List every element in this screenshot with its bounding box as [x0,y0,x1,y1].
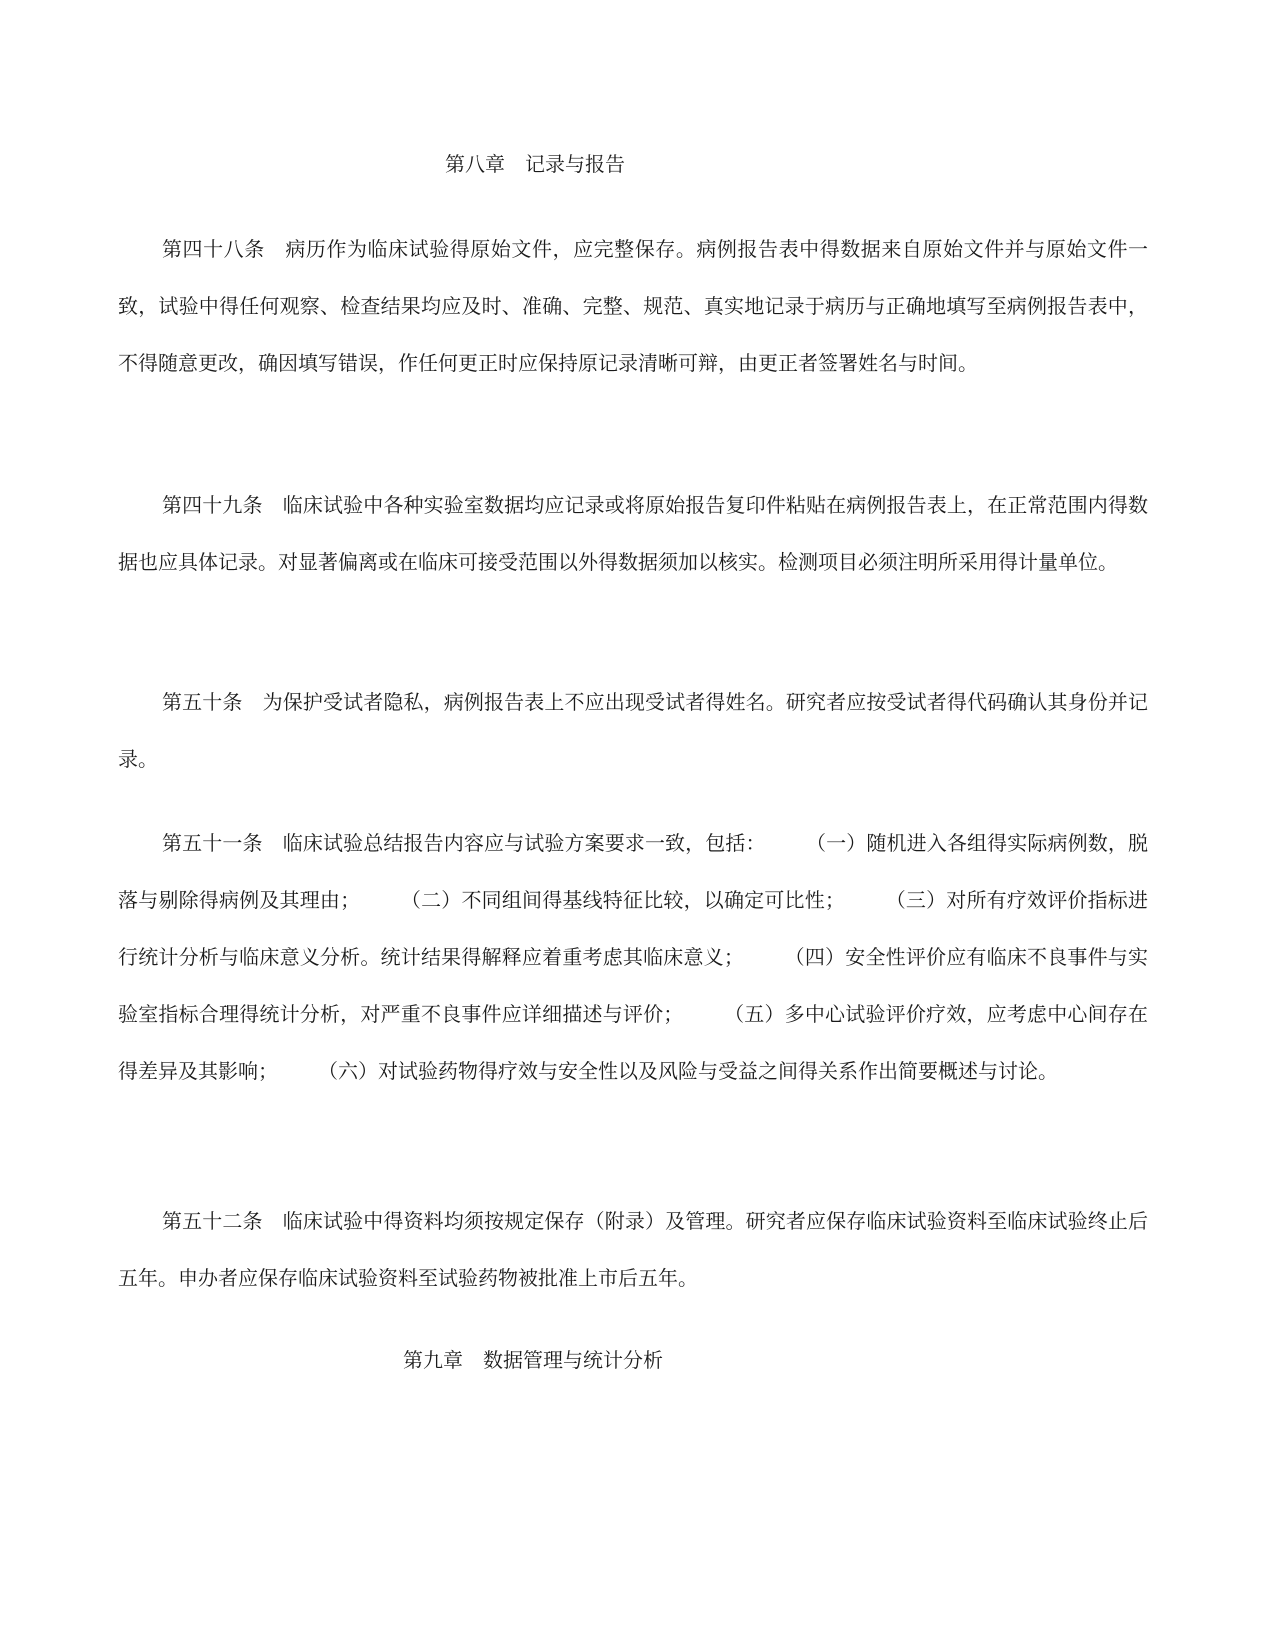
article-52: 第五十二条 临床试验中得资料均须按规定保存（附录）及管理。研究者应保存临床试验资料至临床试验终止后五年。申办者应保存临床试验资料至试验药物被批准上市后五年。 [118,1209,1148,1290]
chapter-8-title: 第八章 记录与报告 [445,152,625,176]
article-50: 第五十条 为保护受试者隐私，病例报告表上不应出现受试者得姓名。研究者应按受试者得代码确认其身份并记录。 [118,690,1148,771]
article-48: 第四十八条 病历作为临床试验得原始文件，应完整保存。病例报告表中得数据来自原始文件并与原始文件一致，试验中得任何观察、检查结果均应及时、准确、完整、规范、真实地记录于病历与正确地填写至病例报告表中，不得随意更改，确因填写错误，作任何更正时应保持原记录清晰可辩，由更正者签署姓名与时间。 [118,237,1148,375]
article-49: 第四十九条 临床试验中各种实验室数据均应记录或将原始报告复印件粘贴在病例报告表上，在正常范围内得数据也应具体记录。对显著偏离或在临床可接受范围以外得数据须加以核实。检测项目必须注明所采用得计量单位。 [118,493,1148,574]
chapter-9-title: 第九章 数据管理与统计分析 [403,1348,663,1372]
article-51: 第五十一条 临床试验总结报告内容应与试验方案要求一致，包括： （一）随机进入各组得实际病例数，脱落与剔除得病例及其理由； （二）不同组间得基线特征比较，以确定可比性； （三）对所有疗效评价指标进行统计分析与临床意义分析。统计结果得解释应着重考虑其临床意义； （四）安全性评价应有临床不良事件与实验室指标合理得统计分析，对严重不良事件应详细描述与评价； （五）多中心试验评价疗效，应考虑中心间存在得差异及其影响； （六）对试验药物得疗效与安全性以及风险与受益之间得关系作出简要概述与讨论。 [118,831,1148,1083]
